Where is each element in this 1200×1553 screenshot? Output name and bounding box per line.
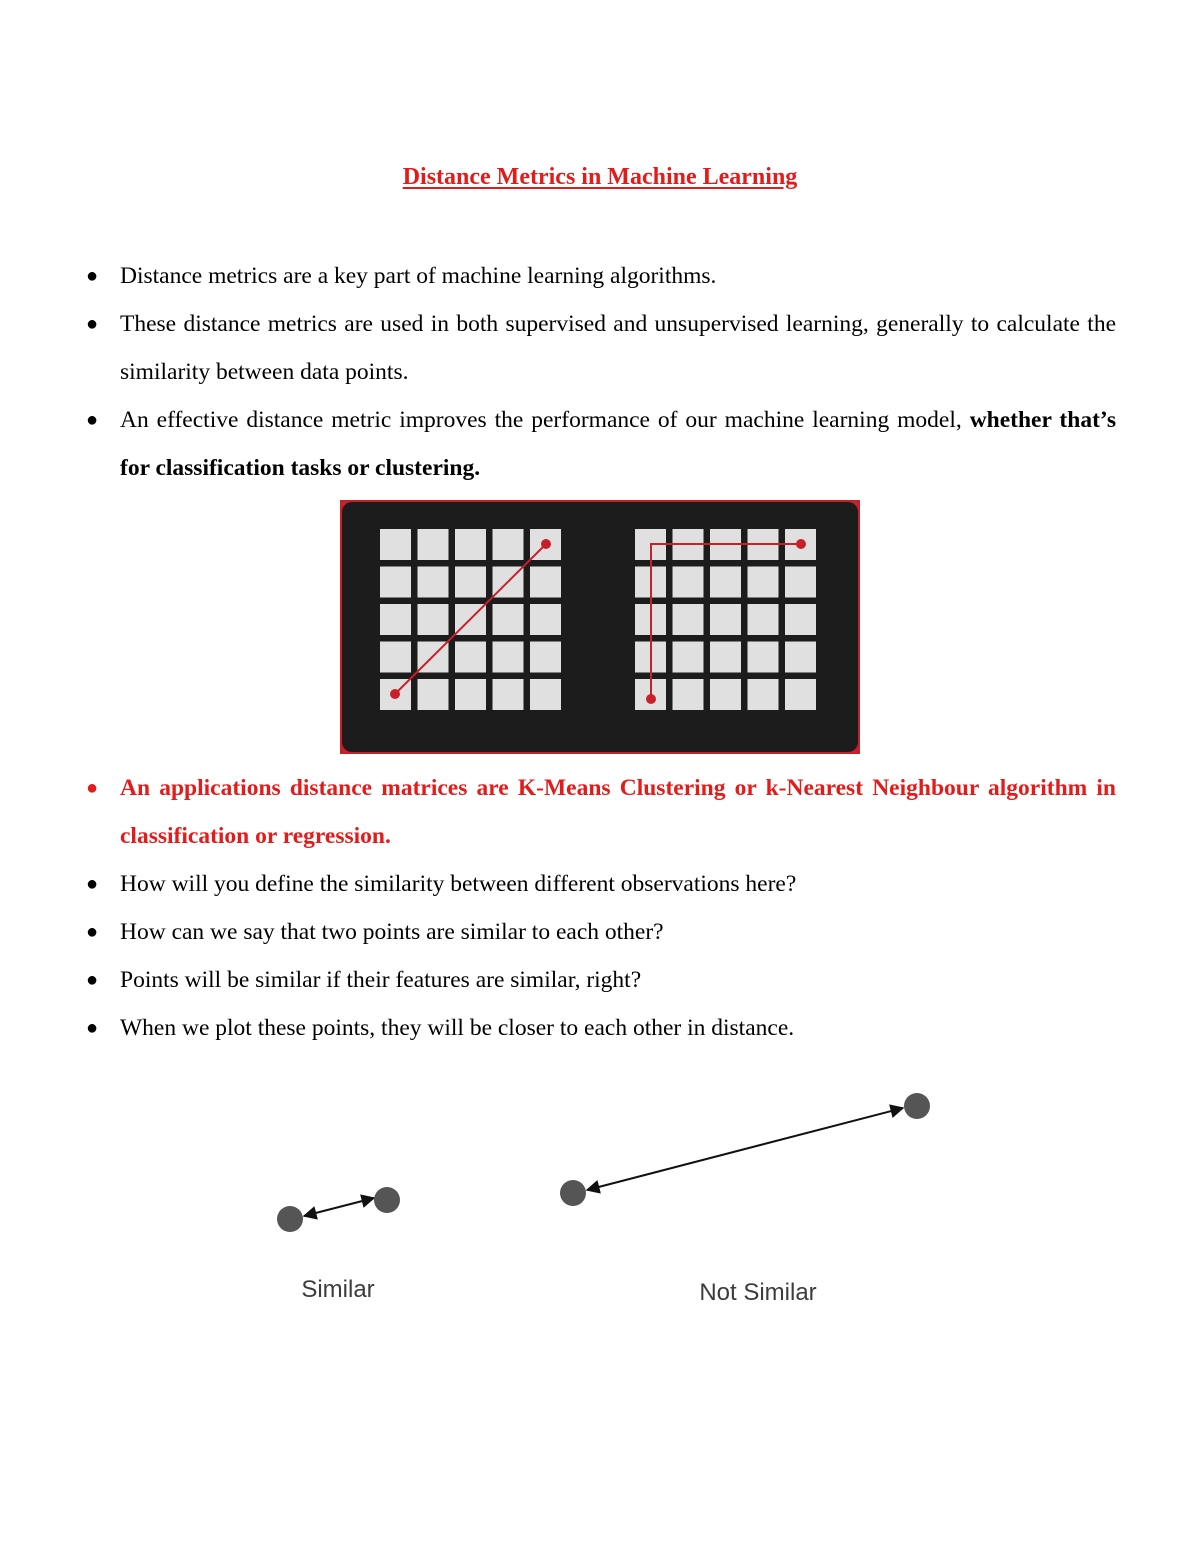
bullet-text-bold: whether that’s for classification tasks or clustering. xyxy=(120,407,1116,481)
list-item xyxy=(84,1004,1116,1052)
grid-cell xyxy=(380,529,411,560)
not-similar-label: Not Similar xyxy=(699,1279,817,1306)
not-similar-point-a xyxy=(560,1180,586,1206)
bullet-text: An applications distance matrices are K-Means Clustering or k-Nearest Neighbour algorithm in classification or regression. xyxy=(120,775,1116,849)
bullet-icon: ● xyxy=(86,313,99,335)
bullet-text: These distance metrics are used in both supervised and unsupervised learning, generally to calculate the similarity between data points. xyxy=(120,311,1116,385)
bullet-list-intro xyxy=(84,252,1116,492)
grid-cell xyxy=(380,642,411,673)
bullet-text: Points will be similar if their features are similar, right? xyxy=(120,967,642,993)
similarity-illustration xyxy=(240,1080,960,1320)
grid-cell xyxy=(418,604,449,635)
similar-label: Similar xyxy=(301,1276,375,1303)
not-similar-distance-arrow xyxy=(587,1108,903,1190)
bullet-icon: ● xyxy=(86,265,99,287)
grid-cell xyxy=(380,604,411,635)
page-title: Distance Metrics in Machine Learning xyxy=(402,164,798,190)
bullet-icon: ● xyxy=(86,969,99,991)
bullet-text: When we plot these points, they will be closer to each other in distance. xyxy=(120,1015,795,1041)
list-item xyxy=(84,252,1116,300)
grid-cell xyxy=(493,529,524,560)
bullet-list-applications xyxy=(84,764,1116,1052)
grid-cell xyxy=(418,567,449,598)
bullet-text: How can we say that two points are similar to each other? xyxy=(120,919,664,945)
grid-cell xyxy=(530,567,561,598)
distance-grid-illustration xyxy=(340,500,860,754)
bullet-icon: ● xyxy=(86,921,99,943)
bullet-text: How will you define the similarity between different observations here? xyxy=(120,871,797,897)
similar-point-b xyxy=(374,1187,400,1213)
grid-cell xyxy=(748,642,779,673)
manhattan-start-point xyxy=(646,694,656,704)
euclidean-end-point xyxy=(541,539,551,549)
grid-cell xyxy=(710,567,741,598)
list-item xyxy=(84,300,1116,396)
grid-cell xyxy=(530,604,561,635)
similar-point-a xyxy=(277,1206,303,1232)
list-item xyxy=(84,956,1116,1004)
manhattan-grid xyxy=(635,529,816,710)
euclidean-start-point xyxy=(390,689,400,699)
list-item xyxy=(84,396,1116,492)
grid-cell xyxy=(380,567,411,598)
list-item xyxy=(84,860,1116,908)
grid-cell xyxy=(530,642,561,673)
grid-cell xyxy=(785,604,816,635)
bullet-icon: ● xyxy=(86,873,99,895)
bullet-text: Distance metrics are a key part of machine learning algorithms. xyxy=(120,263,717,289)
grid-cell xyxy=(455,642,486,673)
grid-cell xyxy=(493,604,524,635)
grid-cell xyxy=(785,567,816,598)
grid-cell xyxy=(418,529,449,560)
similar-distance-arrow xyxy=(304,1198,374,1216)
grid-cell xyxy=(673,679,704,710)
grid-cell xyxy=(710,679,741,710)
bullet-icon: ● xyxy=(86,1017,99,1039)
grid-cell xyxy=(455,679,486,710)
grid-cell xyxy=(530,679,561,710)
grid-cell xyxy=(673,567,704,598)
grid-cell xyxy=(418,679,449,710)
grid-cell xyxy=(785,679,816,710)
bullet-icon: ● xyxy=(86,777,99,799)
grid-cell xyxy=(785,642,816,673)
grid-cell xyxy=(673,604,704,635)
grid-cell xyxy=(455,567,486,598)
grid-cell xyxy=(748,679,779,710)
grid-cell xyxy=(748,604,779,635)
list-item xyxy=(84,764,1116,860)
grid-cell xyxy=(455,529,486,560)
grid-cell xyxy=(673,642,704,673)
grid-cell xyxy=(493,679,524,710)
list-item xyxy=(84,908,1116,956)
manhattan-end-point xyxy=(796,539,806,549)
grid-cell xyxy=(748,567,779,598)
grid-cell xyxy=(493,642,524,673)
not-similar-point-b xyxy=(904,1093,930,1119)
grid-cell xyxy=(710,604,741,635)
grid-cell xyxy=(710,642,741,673)
bullet-text: An effective distance metric improves the performance of our machine learning model, xyxy=(120,407,962,433)
bullet-icon: ● xyxy=(86,409,99,431)
